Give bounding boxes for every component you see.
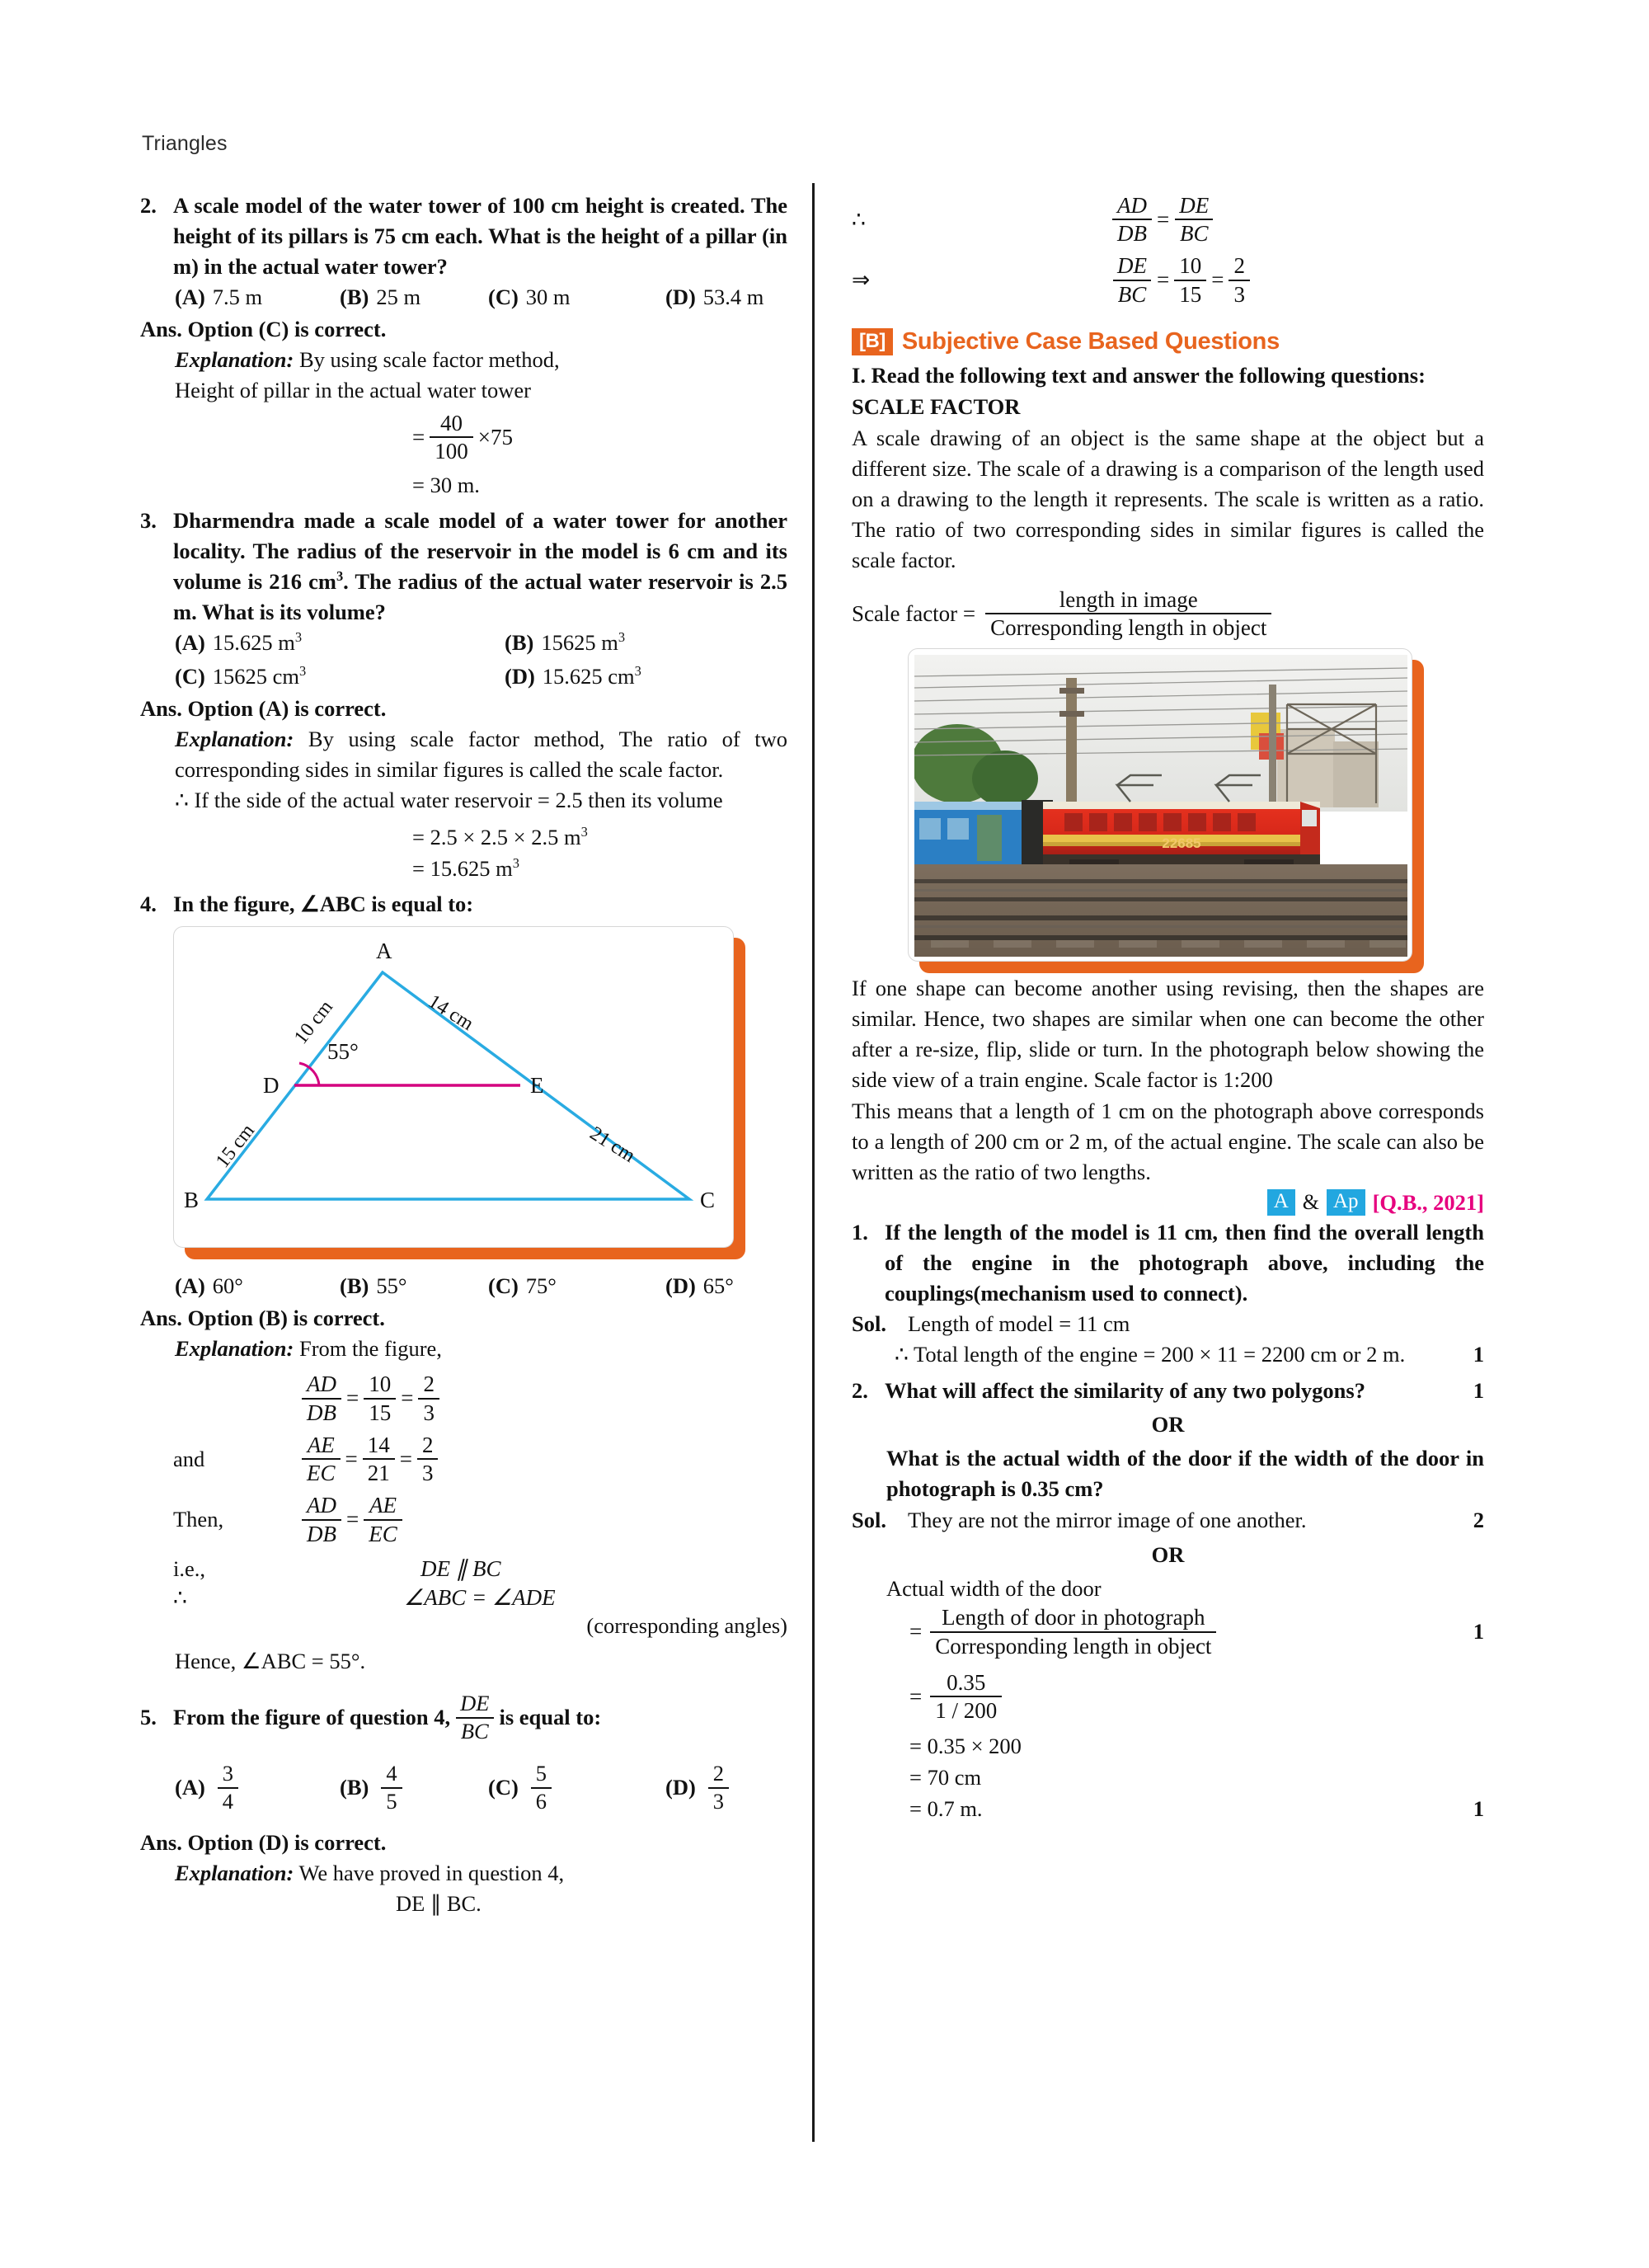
locomotive-number: 22685 (1162, 835, 1201, 852)
side-label-db: 15 cm (211, 1120, 259, 1173)
fraction-de-bc (455, 1692, 494, 1743)
marks-value: 1 (1473, 1796, 1484, 1822)
question-2-text: A scale model of the water tower of 100 cm height is created. The height of its pillars is 75 cm each. What is the height of a pillar (in m) in the actual water tower? (173, 193, 787, 279)
marks-value: 1 (1473, 1618, 1484, 1644)
two-column-layout (140, 186, 1513, 1920)
question-5-answer: Ans. Option (D) is correct. (140, 1829, 387, 1855)
option-d-value: 65° (702, 1273, 734, 1299)
explanation-text: By using scale factor method, The ratio of two corresponding sides in similar figures is called the scale factor. (175, 727, 787, 783)
scale-factor-heading: SCALE FACTOR (852, 393, 1021, 419)
fraction-14-21 (363, 1433, 395, 1485)
badge-ap: Ap (1327, 1189, 1365, 1216)
option-b-text: 15625 m (541, 630, 618, 656)
calc-1-text: = 2.5 × 2.5 × 2.5 m (412, 825, 581, 850)
question-3-calc-2 (412, 854, 787, 884)
question-5 (140, 1692, 787, 1743)
option-d-label: (D) (665, 1273, 696, 1299)
equation-lead: ⇒ (852, 267, 871, 293)
numerator: AD (307, 1372, 336, 1397)
numerator: AD (1117, 193, 1147, 218)
solution-label: Sol. (852, 1508, 886, 1533)
question-2-answer: Ans. Option (C) is correct. (140, 317, 387, 341)
equation-text: DE ∥ BC (420, 1555, 501, 1581)
option-d-text: 15.625 cm (542, 664, 635, 689)
vertex-label-e: E (530, 1073, 544, 1099)
scale-factor-fraction (985, 587, 1271, 640)
subjective-q2-text: What will affect the similarity of any two polygons? (885, 1378, 1365, 1404)
denominator: 1 / 200 (930, 1696, 1002, 1723)
option-b-label: (B) (340, 285, 369, 309)
photo-mast-arm (1059, 711, 1084, 717)
section-heading-subjective (852, 328, 1484, 355)
question-3-calc-1 (412, 822, 787, 853)
subjective-q1-text: If the length of the model is 11 cm, then find the overall length of the engine in the photograph above, including the couplings(mechanism used to connect). (885, 1220, 1484, 1306)
section-tag-b: [B] (852, 328, 893, 355)
denominator: 15 (1174, 280, 1206, 307)
option-d-value: 53.4 m (702, 285, 764, 309)
option-b[interactable] (340, 1271, 488, 1301)
triangle-diagram (174, 927, 735, 1249)
option-c-label: (C) (488, 1273, 519, 1299)
or-separator-2: OR (1151, 1542, 1185, 1568)
fraction-40-over-100 (430, 411, 473, 463)
skill-badges-row (852, 1189, 1484, 1216)
option-a-label: (A) (175, 1273, 205, 1299)
subjective-q2-solution-row (852, 1505, 1484, 1536)
question-3-therefore-line: ∴ If the side of the actual water reservoir = 2.5 then its volume (175, 788, 723, 813)
train-photo-card (908, 648, 1412, 962)
option-a-exponent: 3 (294, 629, 303, 646)
calc-2-exponent: 3 (512, 855, 519, 872)
option-d-label: (D) (505, 664, 535, 689)
question-3 (140, 506, 787, 628)
question-2-number: 2. (140, 193, 157, 218)
option-b-exponent: 3 (618, 629, 626, 646)
option-d-label: (D) (665, 1775, 696, 1800)
fraction-ad-db (302, 1372, 341, 1424)
equals-sign: = (909, 1683, 923, 1709)
equals-sign: = (1157, 267, 1170, 293)
calc-line-2: = 70 cm (909, 1765, 982, 1790)
numerator: 14 (367, 1432, 390, 1457)
actual-width-formula-row (852, 1605, 1484, 1658)
numerator: 10 (1179, 253, 1202, 279)
vertex-label-b: B (184, 1188, 200, 1213)
denominator: EC (302, 1458, 341, 1485)
equation-lead: ∴ (852, 206, 866, 232)
or-separator-1: OR (1151, 1412, 1185, 1437)
equation-ad-db-ae-ec (173, 1493, 787, 1546)
option-a[interactable] (175, 282, 340, 313)
option-d[interactable] (665, 1762, 734, 1814)
option-d[interactable] (505, 661, 834, 692)
numerator: Length of door in photograph (942, 1605, 1205, 1630)
option-c-label: (C) (488, 285, 519, 309)
option-a-value (213, 628, 302, 658)
section-title: Subjective Case Based Questions (901, 327, 1280, 355)
numerator: AD (307, 1493, 336, 1518)
equation-ad-db-de-bc (852, 193, 1484, 246)
badge-ampersand: & (1302, 1190, 1319, 1215)
denominator: BC (1113, 280, 1152, 307)
numerator: DE (1179, 193, 1210, 218)
numerator: 2 (1233, 253, 1245, 279)
calc-1-exponent: 3 (580, 824, 588, 840)
numerator: 2 (423, 1372, 435, 1397)
equation-de-parallel-bc (173, 1556, 787, 1582)
photo-loc-roof-strip (1043, 802, 1320, 809)
numerator: DE (460, 1690, 490, 1715)
photo-mast-arm (1059, 688, 1084, 694)
denominator: BC (1175, 219, 1214, 246)
equals-sign: = (909, 1619, 923, 1645)
denominator: DB (302, 1398, 341, 1425)
numerator: 2 (712, 1761, 725, 1786)
scale-factor-body: A scale drawing of an object is the same shape at the object but a different size. The scale of a drawing is a comparison of the length used on a drawing to the length it represents. The scale is written as a ratio. The ratio of two corresponding sides in similar figures is called the scale factor. (852, 425, 1484, 572)
question-4-conclusion: Hence, ∠ABC = 55°. (175, 1648, 366, 1673)
equation-ad-db (173, 1372, 787, 1424)
right-column (812, 186, 1484, 1920)
option-a-label: (A) (175, 1775, 205, 1800)
scale-meaning-body: This means that a length of 1 cm on the photograph above corresponds to a length of 200 cm or 2 m, of the actual engine. The scale can also be written as the ratio of two lengths. (852, 1099, 1484, 1185)
numerator: 2 (421, 1432, 434, 1457)
denominator: 21 (363, 1458, 395, 1485)
photo-building (1277, 729, 1335, 807)
solution-line-2: ∴ Total length of the engine = 200 × 11 = 2200 cm or 2 m. (895, 1342, 1406, 1367)
question-3-explanation (175, 724, 787, 785)
option-c-value (213, 661, 306, 692)
explanation-label: Explanation: (175, 1860, 294, 1885)
calc-2-text: = 15.625 m (412, 856, 513, 882)
option-c[interactable] (488, 1271, 665, 1301)
train-photo-wrapper (908, 648, 1435, 962)
option-d[interactable] (665, 1271, 734, 1301)
question-4-explanation (175, 1334, 787, 1364)
question-2-explanation-line2: Height of pillar in the actual water tower (175, 378, 531, 402)
option-d-value (543, 661, 641, 692)
option-c-fraction (531, 1762, 552, 1814)
equation-ae-ec (173, 1433, 787, 1485)
side-label-ec: 21 cm (585, 1122, 639, 1168)
fraction-2-3 (418, 1372, 439, 1424)
question-4-number: 4. (140, 892, 157, 917)
equals-sign: = (399, 1446, 412, 1471)
option-b-value: 55° (376, 1273, 407, 1299)
numeric-fraction-row (909, 1670, 1484, 1723)
equation-lead: i.e., (173, 1555, 205, 1581)
denominator: 4 (218, 1787, 238, 1814)
question-4-answer: Ans. Option (B) is correct. (140, 1306, 385, 1331)
question-4-options (175, 1271, 787, 1301)
equation-text: ∠ABC = ∠ADE (404, 1584, 556, 1610)
question-4-text: In the figure, ∠ABC is equal to: (173, 892, 474, 917)
denominator: Corresponding length in object (985, 613, 1271, 640)
subjective-q2-text-row (885, 1376, 1484, 1406)
question-3-options (175, 628, 787, 692)
denominator: DB (1112, 219, 1152, 246)
option-c-label: (C) (488, 1775, 519, 1800)
question-4 (140, 889, 787, 920)
denominator: 5 (381, 1787, 402, 1814)
subjective-q2-marks: 1 (1473, 1378, 1484, 1404)
option-b-label: (B) (505, 630, 534, 656)
explanation-text: From the figure, (298, 1336, 442, 1362)
door-length-fraction (930, 1605, 1216, 1658)
fraction-035-over-1-200 (930, 1670, 1002, 1723)
side-label-ae: 14 cm (424, 990, 477, 1036)
photo-tree (972, 751, 1038, 807)
option-b[interactable] (340, 282, 488, 313)
option-b[interactable] (340, 1762, 488, 1814)
question-2 (140, 191, 787, 282)
question-3-text-part2: . The radius of the actual water reservoir is 2.5 m. What is its volume? (173, 569, 787, 625)
photo-loc-cab (1300, 802, 1320, 854)
option-b[interactable] (505, 628, 834, 658)
subjective-q2-number: 2. (852, 1378, 868, 1404)
option-d[interactable] (665, 282, 763, 313)
denominator: 15 (364, 1398, 396, 1425)
question-3-number: 3. (140, 508, 157, 534)
photo-coach-window (919, 818, 941, 840)
option-a-value: 60° (212, 1273, 243, 1299)
option-b-value (541, 628, 625, 658)
fraction-numerator: 40 (439, 411, 463, 435)
solution-label: Sol. (852, 1311, 886, 1337)
denominator: 3 (418, 1398, 439, 1425)
intro-instruction: I. Read the following text and answer the following questions: (852, 362, 1426, 388)
question-3-answer: Ans. Option (A) is correct. (140, 696, 387, 722)
fraction-ad-db (1112, 193, 1152, 246)
subjective-q1-solution (852, 1309, 1484, 1339)
fraction-de-bc (1174, 193, 1214, 246)
angle-label-55: 55° (327, 1039, 359, 1065)
solution-wrapper (852, 1505, 1451, 1536)
scale-factor-formula-label: Scale factor = (852, 600, 976, 626)
vertex-label-d: D (263, 1073, 280, 1099)
question-5-text-before: From the figure of question 4, (173, 1705, 451, 1730)
option-c-value: 75° (525, 1273, 557, 1299)
equation-lead: and (173, 1446, 205, 1471)
fraction-2-3 (417, 1433, 439, 1485)
option-c-exponent: 3 (299, 663, 307, 680)
calc-line-3: = 0.7 m. (909, 1796, 983, 1822)
solution-text: They are not the mirror image of one another. (908, 1508, 1307, 1533)
denominator: EC (364, 1519, 402, 1546)
photo-coach-window (947, 818, 969, 840)
option-b-label: (B) (340, 1775, 369, 1800)
option-a-value: 7.5 m (212, 285, 263, 309)
option-c-label: (C) (175, 664, 205, 689)
solution-line-1: Length of model = 11 cm (908, 1311, 1130, 1337)
numerator: length in image (1059, 586, 1198, 612)
numerator: 4 (386, 1761, 397, 1786)
fraction-ae-ec (364, 1493, 402, 1546)
option-b-value: 25 m (376, 285, 421, 309)
equals-sign: = (346, 1507, 359, 1532)
question-5-explanation (175, 1858, 787, 1889)
numerator: AE (307, 1432, 335, 1457)
option-d-fraction (708, 1762, 729, 1814)
option-a[interactable] (175, 628, 505, 658)
option-a-fraction (218, 1762, 238, 1814)
question-5-number: 5. (140, 1705, 157, 1730)
equals-sign: = (346, 1386, 359, 1411)
numerator: AE (369, 1493, 397, 1518)
left-column (140, 186, 812, 1920)
question-5-conclusion: DE ∥ BC. (396, 1890, 482, 1916)
subjective-question-1 (852, 1217, 1484, 1309)
scale-factor-formula (852, 587, 1484, 640)
denominator: 3 (708, 1787, 729, 1814)
subjective-q1-solution-line2 (895, 1339, 1484, 1371)
badge-a: A (1267, 1189, 1295, 1216)
equation-lead: Then, (173, 1507, 224, 1532)
option-c-text: 15625 cm (212, 664, 300, 689)
option-c[interactable] (488, 1762, 665, 1814)
numerator: 5 (535, 1761, 547, 1786)
equation-lead: ∴ (173, 1584, 187, 1610)
equals-sign: = (401, 1386, 414, 1411)
denominator: DB (302, 1519, 341, 1546)
fraction-de-bc (1112, 253, 1152, 306)
fraction-ae-ec (302, 1433, 341, 1485)
option-a[interactable] (175, 1762, 340, 1814)
marks-value: 1 (1473, 1342, 1484, 1367)
triangle-figure-card (173, 926, 734, 1248)
explanation-label: Explanation: (175, 347, 294, 372)
photo-coach-door (977, 815, 1002, 861)
subjective-q1-number: 1. (852, 1220, 868, 1245)
numerator: 10 (369, 1372, 392, 1397)
actual-width-heading: Actual width of the door (886, 1576, 1102, 1602)
calc-multiplier: ×75 (477, 424, 513, 449)
option-a[interactable] (175, 1271, 340, 1301)
vertex-label-c: C (700, 1188, 716, 1213)
calc-line-3-row (852, 1794, 1484, 1825)
numerator: 0.35 (947, 1669, 986, 1695)
explanation-text: By using scale factor method, (298, 347, 560, 372)
photo-cab-window (1302, 810, 1317, 826)
running-head: Triangles (142, 132, 228, 155)
option-c[interactable] (175, 661, 505, 692)
fraction-denominator: 100 (430, 436, 473, 463)
vertex-label-a: A (376, 939, 392, 964)
question-3-text-part1: Dharmendra made a scale model of a water tower for another locality. The radius of the reservoir in the model is 6 cm and its volume is 216 cm (173, 508, 787, 595)
equals-sign: = (345, 1446, 358, 1471)
triangle-figure-wrapper (173, 926, 754, 1248)
question-2-explanation (175, 345, 787, 375)
numerator: DE (1117, 253, 1147, 279)
marks-value: 2 (1473, 1508, 1484, 1533)
fraction-2-3 (1229, 253, 1250, 306)
explanation-label: Explanation: (175, 727, 294, 752)
option-c[interactable] (488, 282, 665, 313)
photo-coach-roofline (914, 802, 1023, 810)
denominator: 3 (1229, 280, 1250, 307)
question-bank-tag: [Q.B., 2021] (1372, 1189, 1484, 1215)
option-c-value: 30 m (525, 285, 571, 309)
denominator: 3 (417, 1458, 439, 1485)
side-label-ad: 10 cm (289, 996, 337, 1049)
denominator: BC (456, 1717, 494, 1744)
question-2-result: = 30 m. (412, 473, 480, 498)
option-d-exponent: 3 (634, 663, 641, 680)
option-b-fraction (381, 1762, 402, 1814)
option-b-label: (B) (340, 1273, 369, 1299)
numerator: 3 (222, 1761, 234, 1786)
question-5-text (173, 1692, 787, 1743)
question-2-options (175, 282, 787, 313)
option-a-label: (A) (175, 285, 205, 309)
fraction-10-15 (364, 1372, 396, 1424)
option-d-label: (D) (665, 285, 696, 309)
equals-sign: = (1157, 206, 1170, 232)
subjective-q2-alt-text: What is the actual width of the door if the width of the door in photograph is 0.35 cm? (886, 1446, 1484, 1502)
denominator: 6 (531, 1787, 552, 1814)
question-3-text (173, 506, 787, 628)
explanation-label: Explanation: (175, 1336, 294, 1362)
equation-angle-abc-ade (173, 1585, 787, 1611)
equals-sign: = (1211, 267, 1224, 293)
question-5-text-after: is equal to: (499, 1705, 602, 1730)
subjective-question-2 (852, 1376, 1484, 1406)
fraction-ad-db (302, 1493, 341, 1546)
question-2-calculation: = $\frac{40}{100}$ ×75 (412, 411, 513, 464)
actual-width-formula (909, 1605, 1451, 1658)
train-engine-photo (914, 655, 1407, 957)
equation-de-bc-ratio (852, 253, 1484, 306)
option-a-label: (A) (175, 630, 205, 656)
similarity-body: If one shape can become another using revising, then the shapes are similar. Hence, two shapes are similar when one can become the other after a re-size, flip, slide or turn. In the photograph below showing the side view of a train engine. Scale factor is 1:200 (852, 976, 1484, 1093)
option-a-text: 15.625 m (212, 630, 295, 656)
explanation-text: We have proved in question 4, (298, 1860, 565, 1885)
question-5-options (175, 1762, 787, 1814)
fraction-10-15 (1174, 253, 1206, 306)
denominator: Corresponding length in object (930, 1631, 1216, 1659)
corresponding-angles-note: (corresponding angles) (586, 1612, 787, 1638)
calc-line-1: = 0.35 × 200 (909, 1734, 1022, 1759)
question-3-exponent: 3 (336, 568, 344, 585)
